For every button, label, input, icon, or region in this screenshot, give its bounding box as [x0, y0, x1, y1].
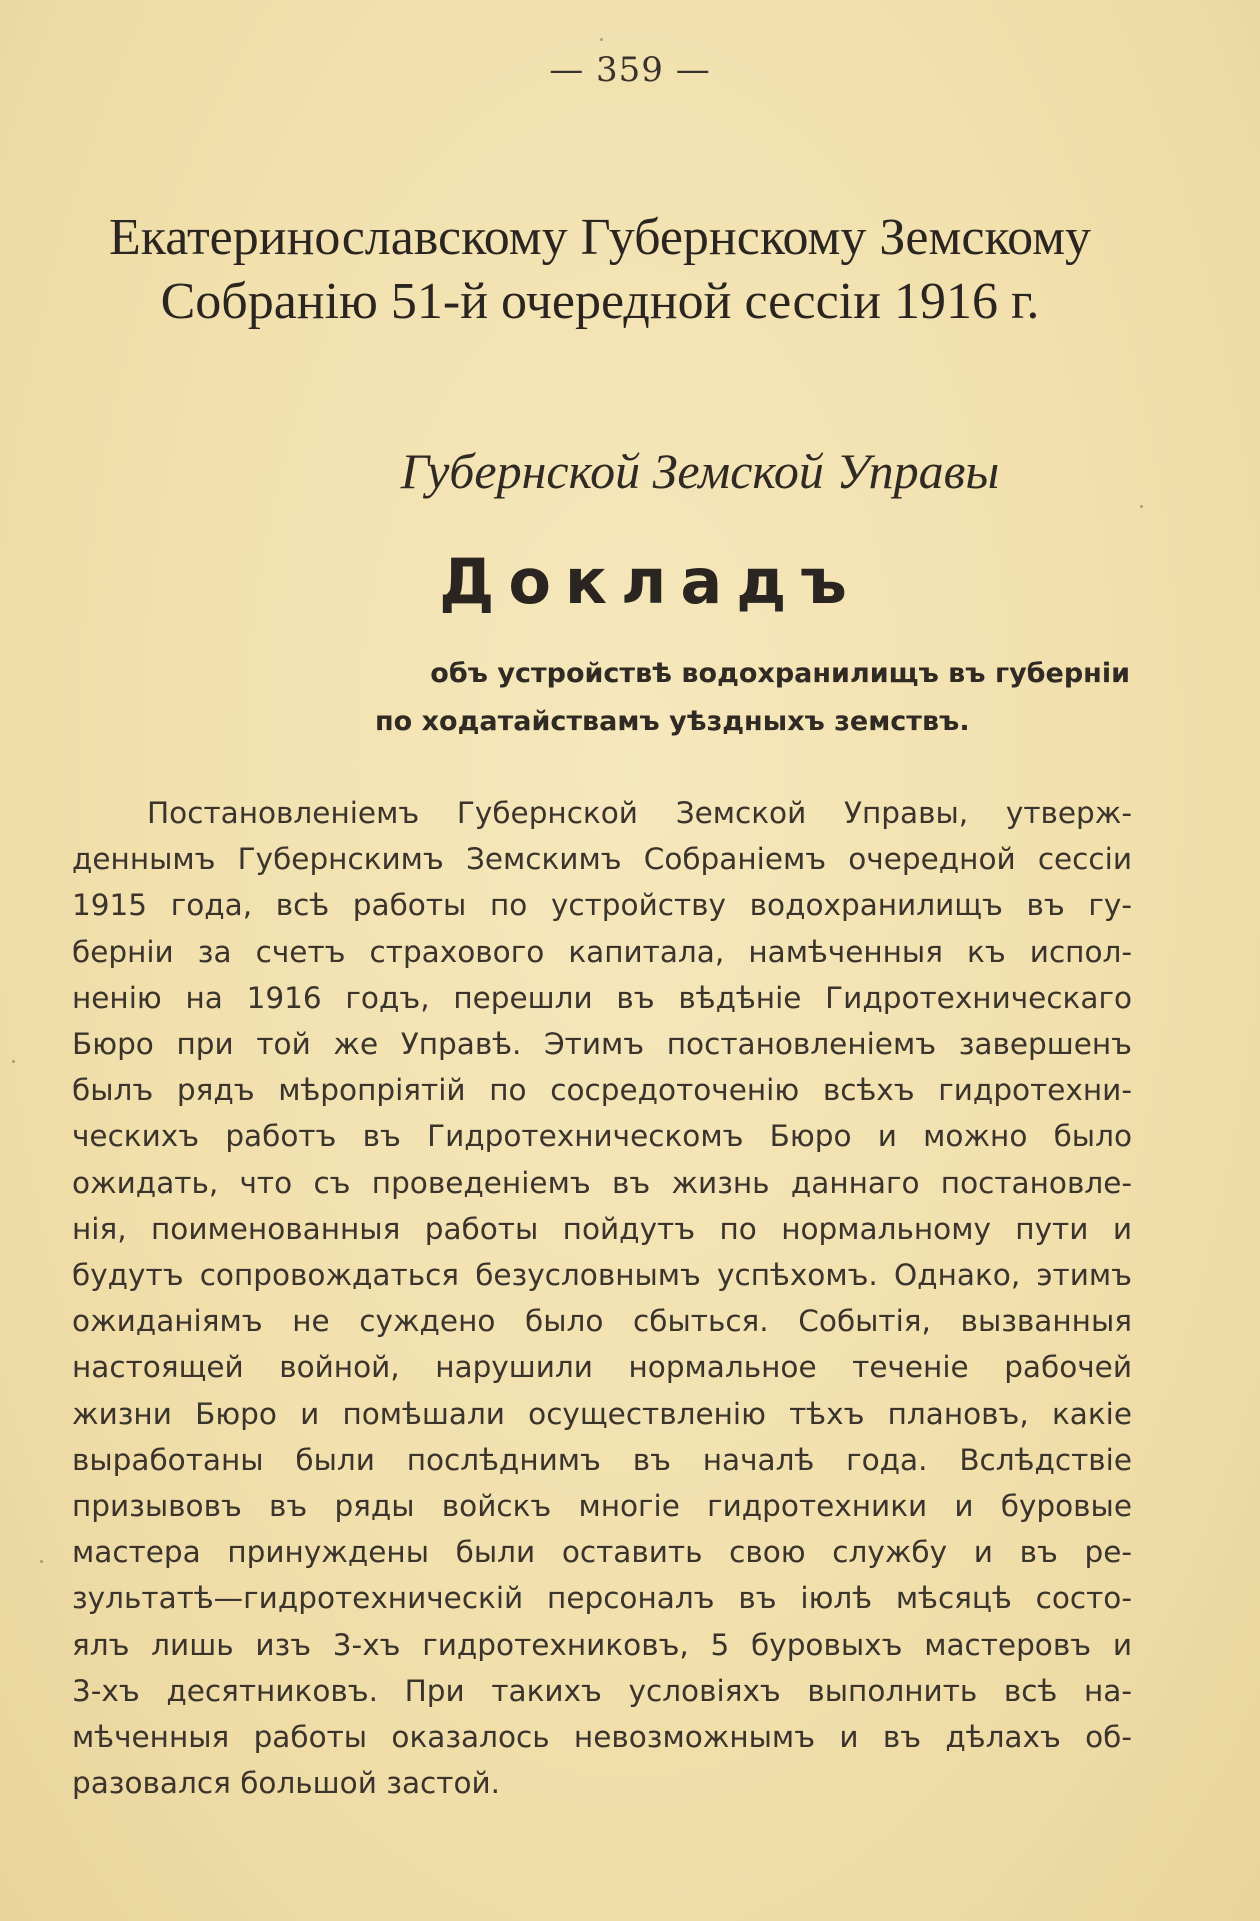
document-title [60, 206, 1140, 334]
body-line: будутъ сопровождаться безусловнымъ успѣхомъ. Однако, этимъ [72, 1258, 1132, 1293]
document-topic [310, 650, 1140, 746]
body-line: жизни Бюро и помѣшали осуществленію тѣхъ плановъ, какіе [72, 1396, 1132, 1431]
body-line: ожиданіямъ не суждено было сбыться. Событія, вызванныя [72, 1304, 1132, 1339]
title-line-1: Екатеринославскому Губернскому Земскому [108, 209, 1092, 266]
body-line: нія, поименованныя работы пойдутъ по нормальному пути и [72, 1211, 1132, 1246]
body-line: зультатѣ—гидротехническій персоналъ въ іюлѣ мѣсяцѣ состо- [72, 1581, 1132, 1616]
body-line: ожидать, что съ проведеніемъ въ жизнь даннаго постановле- [72, 1165, 1132, 1200]
title-line-2: Собранію 51-й очередной сессіи 1916 г. [160, 273, 1040, 330]
body-line: мастера принуждены были оставить свою службу и въ ре- [72, 1535, 1132, 1570]
body-line: 1915 года, всѣ работы по устройству водохранилищъ въ гу- [72, 888, 1132, 923]
paper-speck [40, 1560, 43, 1563]
body-line: мѣченныя работы оказалось невозможнымъ и въ дѣлахъ об- [72, 1720, 1132, 1755]
paper-speck [12, 1060, 15, 1063]
body-line: Постановленіемъ Губернской Земской Управы, утверж- [147, 796, 1132, 830]
body-line: ческихъ работъ въ Гидротехническомъ Бюро и можно было [72, 1119, 1132, 1154]
topic-line-1: объ устройствѣ водохранилищъ въ губерніи [430, 658, 1130, 689]
body-line: ялъ лишь изъ 3-хъ гидротехниковъ, 5 буровыхъ мастеровъ и [72, 1627, 1132, 1662]
body-line: настоящей войной, нарушили нормальное теченіе рабочей [72, 1350, 1132, 1385]
body-paragraph [72, 790, 1132, 1806]
topic-line-2: по ходатайствамъ уѣздныхъ земствъ. [375, 706, 970, 737]
body-line: выработаны были послѣднимъ въ началѣ года. Вслѣдствіе [72, 1442, 1132, 1477]
body-line: берніи за счетъ страхового капитала, намѣченныя къ испол- [72, 934, 1132, 969]
body-line: ненію на 1916 годъ, перешли въ вѣдѣніе Гидротехническаго [72, 980, 1132, 1015]
body-line: Бюро при той же Управѣ. Этимъ постановленіемъ завершенъ [72, 1027, 1132, 1062]
body-line: деннымъ Губернскимъ Земскимъ Собраніемъ очередной сессіи [72, 842, 1132, 877]
document-heading: Докладъ [439, 545, 861, 618]
body-line: былъ рядъ мѣропріятій по сосредоточенію всѣхъ гидротехни- [72, 1073, 1132, 1108]
paper-speck [1140, 505, 1143, 508]
body-line: 3-хъ десятниковъ. При такихъ условіяхъ выполнить всѣ на- [72, 1673, 1132, 1708]
body-line: призывовъ въ ряды войскъ многіе гидротехники и буровые [72, 1489, 1132, 1524]
body-line: разовался большой застой. [72, 1766, 501, 1801]
page-number: — 359 — [549, 50, 711, 90]
document-subtitle: Губернской Земской Управы [400, 443, 1000, 499]
paper-speck [600, 38, 603, 41]
